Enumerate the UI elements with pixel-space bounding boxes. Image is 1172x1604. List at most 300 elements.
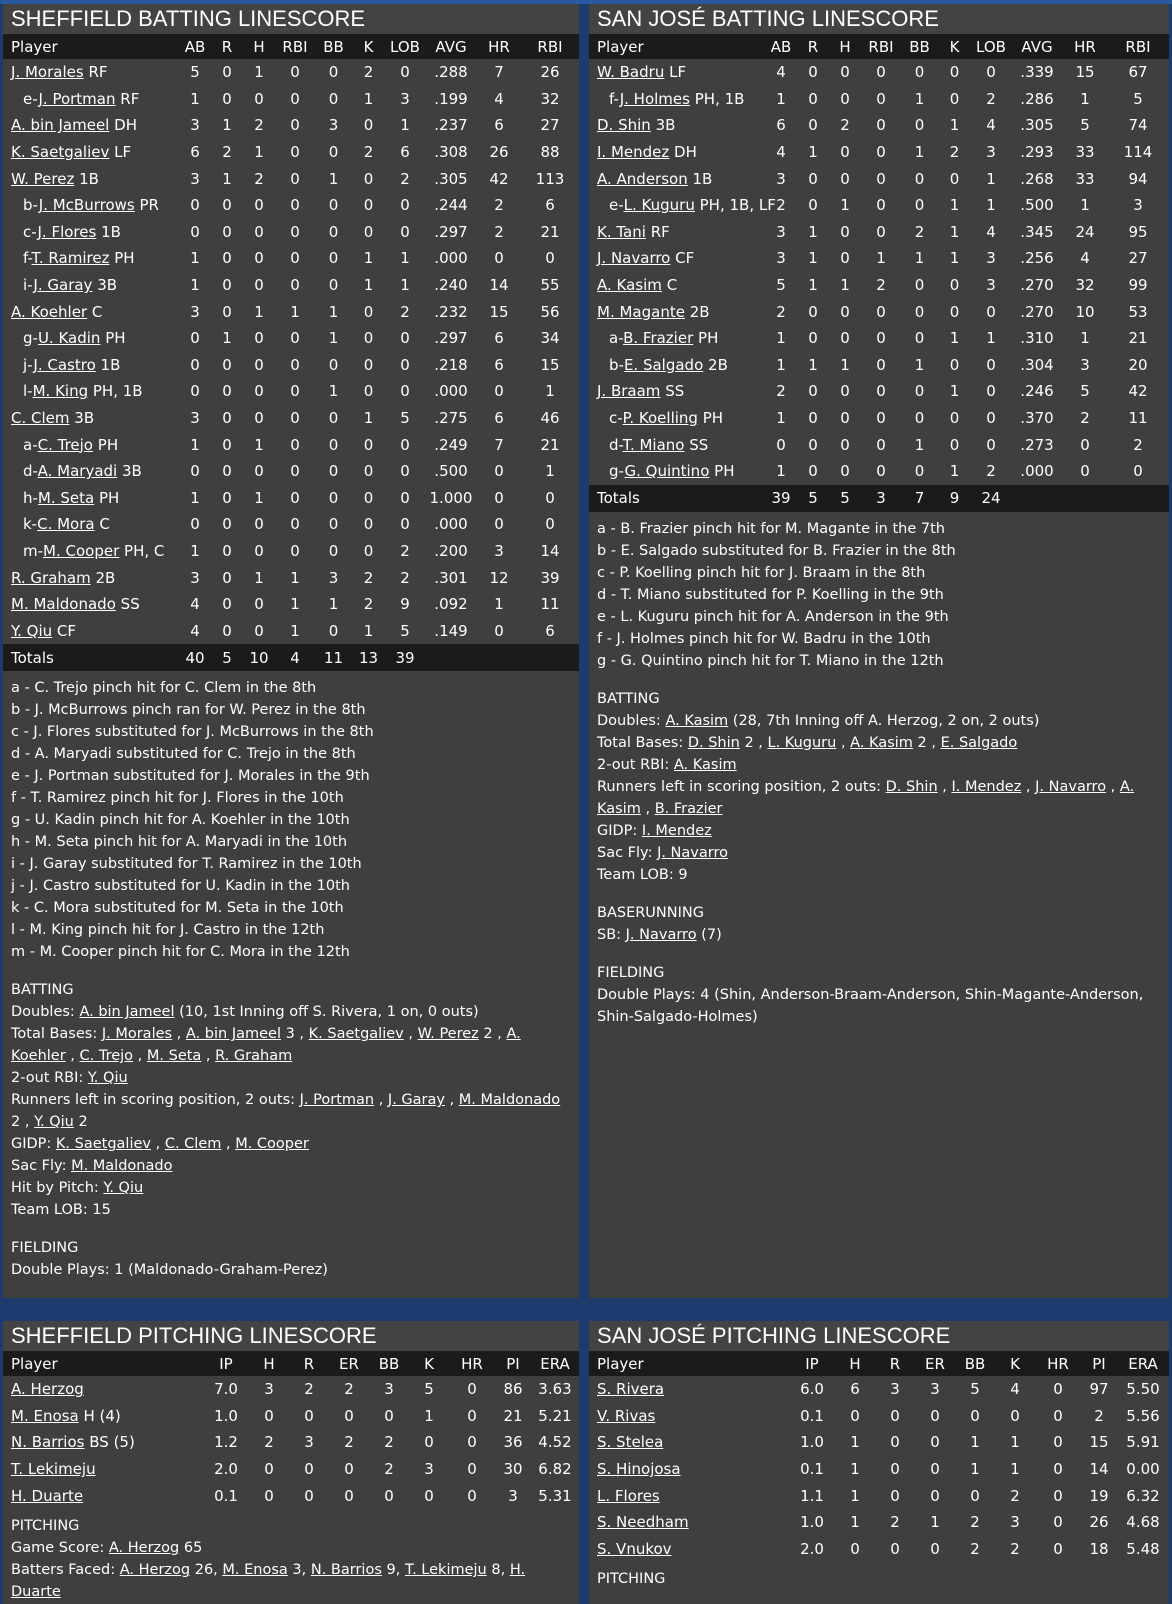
player-link[interactable]: D. Shin xyxy=(597,116,651,135)
player-link[interactable]: L. Kuguru xyxy=(767,734,837,751)
stat-cell: 0 xyxy=(222,63,232,82)
player-position: 1B xyxy=(101,222,121,241)
stat-cell: 1 xyxy=(914,355,925,374)
player-link[interactable]: J. Navarro xyxy=(1035,778,1107,795)
table-header-row xyxy=(589,1351,1169,1376)
stat-cell: 1 xyxy=(949,116,960,135)
stat-cell: 88 xyxy=(540,143,560,162)
stat-cell: 3 xyxy=(508,1486,518,1505)
stat-cell: 6 xyxy=(190,143,200,162)
player-link[interactable]: M. Maldonado xyxy=(458,1092,561,1109)
table-row xyxy=(589,139,1169,166)
column-header: LOB xyxy=(390,37,420,56)
pitching-section xyxy=(589,1568,1169,1590)
stat-cell: 5.50 xyxy=(1126,1380,1160,1399)
pitcher-link[interactable]: V. Rivas xyxy=(597,1406,656,1425)
player-link[interactable]: A. Maryadi xyxy=(37,462,118,481)
stat-cell: 2.0 xyxy=(800,1539,824,1558)
player-link[interactable]: D. Shin xyxy=(885,778,938,795)
section-heading: FIELDING xyxy=(11,1240,79,1257)
stat-cell: 1 xyxy=(254,143,264,162)
player-link[interactable]: A. Koehler xyxy=(11,302,88,321)
stat-line-label: Doubles: xyxy=(11,1004,80,1021)
stat-cell: 0 xyxy=(222,621,232,640)
stat-cell: 10 xyxy=(1075,302,1095,321)
pitcher-link[interactable]: H. Duarte xyxy=(11,1486,84,1505)
pitcher-cell xyxy=(589,1482,789,1509)
stat-cell: 1 xyxy=(850,1433,860,1452)
note-line: e - L. Kuguru pinch hit for A. Anderson in the 9th xyxy=(597,608,949,625)
player-link[interactable]: M. Maldonado xyxy=(11,595,116,614)
stat-line-text: 9, xyxy=(381,1561,405,1578)
player-link[interactable]: J. Garay xyxy=(33,276,93,295)
stat-cell: 1.0 xyxy=(800,1513,824,1532)
section-heading: PITCHING xyxy=(597,1571,666,1588)
stat-cell: .273 xyxy=(1020,435,1054,454)
table-row xyxy=(3,192,579,219)
player-cell xyxy=(589,272,765,299)
stat-cell: 0 xyxy=(222,462,232,481)
stat-cell: 1 xyxy=(190,488,200,507)
stat-cell: 0 xyxy=(494,382,504,401)
player-link[interactable]: W. Badru xyxy=(597,63,665,82)
stat-cell: 20 xyxy=(1128,355,1148,374)
stat-cell: 0 xyxy=(400,222,410,241)
stat-cell: 4 xyxy=(190,621,200,640)
stat-cell: 3.63 xyxy=(538,1380,572,1399)
stat-line-text: 2 , xyxy=(11,1114,35,1131)
stat-cell: 0 xyxy=(254,515,264,534)
stat-cell: .305 xyxy=(1020,116,1054,135)
player-link[interactable]: R. Graham xyxy=(11,568,91,587)
stat-cell: 0 xyxy=(890,1539,900,1558)
player-position: LF xyxy=(114,143,132,162)
stat-cell: 1 xyxy=(254,568,264,587)
stat-cell: 5.31 xyxy=(538,1486,572,1505)
player-cell xyxy=(589,112,765,139)
stat-cell: 0 xyxy=(304,1486,314,1505)
stat-cell: 0 xyxy=(254,196,264,215)
player-link[interactable]: C. Mora xyxy=(37,515,95,534)
stat-cell: 1 xyxy=(363,621,374,640)
player-cell xyxy=(3,86,179,113)
player-link[interactable]: Y. Qiu xyxy=(34,1114,74,1131)
player-link[interactable]: A. Koehler xyxy=(11,1026,521,1065)
panel-title: SHEFFIELD PITCHING LINESCORE xyxy=(3,1321,579,1351)
player-position: 3B xyxy=(655,116,676,135)
stat-cell: 0 xyxy=(986,409,996,428)
stat-cell: 21 xyxy=(1128,329,1148,348)
stat-cell: 0 xyxy=(190,329,200,348)
stat-cell: 0 xyxy=(467,1460,477,1479)
stat-cell: 24 xyxy=(1075,222,1095,241)
stat-cell: 0 xyxy=(914,196,925,215)
player-link[interactable]: J. Flores xyxy=(37,222,97,241)
stat-line xyxy=(11,1199,571,1221)
stat-cell: 5 xyxy=(1080,382,1090,401)
stat-cell: 0 xyxy=(264,1406,274,1425)
player-link[interactable]: A. Kasim xyxy=(850,734,913,751)
substitution-letter: l- xyxy=(23,382,33,401)
stat-cell: 0 xyxy=(1080,462,1090,481)
player-link[interactable]: A. bin Jameel xyxy=(11,116,110,135)
player-position: 1B xyxy=(100,355,121,374)
panel-title: SHEFFIELD BATTING LINESCORE xyxy=(3,4,579,34)
pitcher-link[interactable]: L. Flores xyxy=(597,1486,660,1505)
player-link[interactable]: T. Lekimeju xyxy=(404,1561,487,1578)
table-row xyxy=(589,405,1169,432)
player-link[interactable]: A. Kasim xyxy=(673,756,737,773)
stat-cell: 1 xyxy=(328,382,339,401)
stat-line-text: , xyxy=(1021,778,1036,795)
stat-cell: 0 xyxy=(545,249,555,268)
stat-cell: 1 xyxy=(776,462,786,481)
stat-cell: 0 xyxy=(876,462,886,481)
player-link[interactable]: A. Kasim xyxy=(597,778,1135,817)
stat-cell: 2 xyxy=(384,1460,394,1479)
stat-cell: 0 xyxy=(290,355,300,374)
stat-cell: 14 xyxy=(1089,1460,1109,1479)
stat-cell: 0.1 xyxy=(214,1486,238,1505)
fielding-section xyxy=(3,1237,579,1281)
stat-cell: 0 xyxy=(254,329,264,348)
player-link[interactable]: M. Cooper xyxy=(235,1136,309,1153)
stat-line-text: 26, xyxy=(190,1561,223,1578)
stat-cell: 0 xyxy=(1053,1380,1063,1399)
stat-cell: 74 xyxy=(1128,116,1148,135)
stat-line xyxy=(11,1001,571,1023)
stat-cell: 7 xyxy=(494,435,504,454)
stat-line-text: (28, 7th Inning off A. Herzog, 2 on, 2 outs) xyxy=(728,712,1040,729)
player-link[interactable]: Y. Qiu xyxy=(103,1180,144,1197)
player-link[interactable]: M. Maldonado xyxy=(71,1158,173,1175)
player-link[interactable]: G. Quintino xyxy=(624,462,710,481)
stat-cell: 4 xyxy=(1080,249,1090,268)
player-link[interactable]: M. Cooper xyxy=(43,541,120,560)
player-position: DH xyxy=(114,116,137,135)
stat-cell: 1 xyxy=(850,1486,860,1505)
column-header: Player xyxy=(597,37,644,56)
player-link[interactable]: M. Magante xyxy=(597,302,685,321)
stat-cell: 0 xyxy=(400,488,410,507)
player-link[interactable]: W. Perez xyxy=(11,169,75,188)
stat-cell: 0 xyxy=(290,541,300,560)
stat-line-label: Double Plays: 4 (Shin, Anderson-Braam-Anderson, Shin-Magante-Anderson, Shin-Salgado-Holmes) xyxy=(597,986,1144,1025)
player-link[interactable]: J. Portman xyxy=(299,1092,375,1109)
player-link[interactable]: I. Mendez xyxy=(951,778,1022,795)
substitution-letter: c- xyxy=(23,222,38,241)
totals-cell: 5 xyxy=(797,485,829,512)
stat-cell: 0 xyxy=(264,1486,274,1505)
stat-cell: 3 xyxy=(190,116,200,135)
player-cell xyxy=(3,165,179,192)
player-link[interactable]: J. Navarro xyxy=(597,249,671,268)
column-header: BB xyxy=(378,1354,400,1373)
player-link[interactable]: K. Tani xyxy=(597,222,646,241)
stat-cell: 5 xyxy=(1080,116,1090,135)
stat-cell: 1 xyxy=(808,249,818,268)
stat-cell: 0 xyxy=(290,329,300,348)
stat-line-text: 65 xyxy=(179,1539,203,1556)
stat-line xyxy=(11,1177,571,1199)
stat-cell: 1 xyxy=(254,302,264,321)
column-header: HR xyxy=(488,37,510,56)
totals-cell: 5 xyxy=(829,485,861,512)
stat-line-label: Game Score: xyxy=(11,1539,109,1556)
stat-cell: 0 xyxy=(986,302,996,321)
stat-cell: 95 xyxy=(1128,222,1148,241)
totals-cell xyxy=(1011,485,1063,512)
pitcher-link[interactable]: S. Hinojosa xyxy=(597,1460,681,1479)
stat-cell: 1 xyxy=(914,249,925,268)
totals-cell xyxy=(521,644,579,671)
player-link[interactable]: K. Saetgaliev xyxy=(55,1136,151,1153)
player-link[interactable]: Y. Qiu xyxy=(87,1070,128,1087)
stat-cell: 1 xyxy=(970,1433,980,1452)
stat-cell: 26 xyxy=(540,63,560,82)
table-row xyxy=(589,325,1169,352)
stat-cell: 0 xyxy=(914,462,925,481)
stat-cell: 3 xyxy=(190,409,200,428)
totals-cell: 11 xyxy=(315,644,352,671)
stat-cell: 1 xyxy=(190,249,200,268)
stat-cell: 0 xyxy=(190,222,200,241)
stat-cell: 0 xyxy=(344,1460,354,1479)
stat-cell: 0 xyxy=(290,488,300,507)
stat-cell: .297 xyxy=(434,329,468,348)
stat-cell: 0 xyxy=(222,568,232,587)
player-link[interactable]: J. Holmes xyxy=(619,89,690,108)
stat-cell: 0 xyxy=(290,515,300,534)
player-link[interactable]: C. Clem xyxy=(11,409,70,428)
player-link[interactable]: J. Garay xyxy=(387,1092,445,1109)
stat-line-text: , xyxy=(221,1136,236,1153)
column-header: PI xyxy=(1092,1354,1106,1373)
pitcher-link[interactable]: S. Stelea xyxy=(597,1433,664,1452)
player-link[interactable]: M. Seta xyxy=(37,488,95,507)
player-link[interactable]: C. Clem xyxy=(164,1136,222,1153)
player-position: 3B xyxy=(97,276,118,295)
player-link[interactable]: M. King xyxy=(32,382,89,401)
stat-cell: 0 xyxy=(363,541,374,560)
player-link[interactable]: N. Barrios xyxy=(310,1561,382,1578)
stat-cell: 0 xyxy=(363,435,374,454)
stat-cell: 0 xyxy=(190,515,200,534)
player-link[interactable]: K. Saetgaliev xyxy=(11,143,110,162)
substitution-letter: d- xyxy=(609,435,623,454)
stat-cell: .199 xyxy=(434,89,468,108)
pitching-table xyxy=(589,1351,1169,1562)
player-position: PH xyxy=(714,462,735,481)
stat-cell: 1 xyxy=(190,89,200,108)
table-row xyxy=(589,298,1169,325)
stat-cell: 3 xyxy=(776,249,786,268)
player-position: DH xyxy=(674,143,697,162)
stat-cell: .345 xyxy=(1020,222,1054,241)
stat-cell: 26 xyxy=(1089,1513,1109,1532)
stat-cell: 0 xyxy=(190,462,200,481)
player-link[interactable]: J. Castro xyxy=(33,355,96,374)
player-cell xyxy=(3,591,179,618)
player-link[interactable]: I. Mendez xyxy=(597,143,670,162)
player-link[interactable]: W. Perez xyxy=(417,1026,479,1043)
stat-cell: 4.52 xyxy=(538,1433,572,1452)
player-link[interactable]: J. Morales xyxy=(101,1026,173,1043)
sanjose-batting-panel xyxy=(589,4,1169,1298)
stat-cell: 0 xyxy=(949,276,960,295)
stat-cell: 0 xyxy=(949,355,960,374)
column-header: R xyxy=(221,37,233,56)
player-position: 3B xyxy=(121,462,142,481)
player-link[interactable]: K. Saetgaliev xyxy=(308,1026,404,1043)
stat-line-label: Double Plays: 1 (Maldonado-Graham-Perez) xyxy=(11,1262,328,1279)
player-link[interactable]: H. Duarte xyxy=(11,1561,526,1600)
stat-cell: 0 xyxy=(930,1406,940,1425)
stat-cell: 15 xyxy=(489,302,509,321)
stat-cell: 2.0 xyxy=(214,1460,238,1479)
column-header: K xyxy=(424,1354,434,1373)
pitcher-link[interactable]: T. Lekimeju xyxy=(11,1460,96,1479)
stat-cell: 0 xyxy=(494,249,504,268)
stat-cell: 2 xyxy=(222,143,232,162)
stat-cell: 0 xyxy=(222,249,232,268)
table-header-row xyxy=(3,34,579,59)
player-link[interactable]: A. bin Jameel xyxy=(79,1004,175,1021)
pitcher-link[interactable]: S. Vnukov xyxy=(597,1539,672,1558)
stat-cell: 1 xyxy=(1080,89,1090,108)
stat-cell: 0 xyxy=(949,169,960,188)
player-link[interactable]: A. Herzog xyxy=(108,1539,180,1556)
pitcher-link[interactable]: S. Rivera xyxy=(597,1380,665,1399)
stat-cell: 3 xyxy=(986,249,996,268)
table-row xyxy=(3,325,579,352)
player-link[interactable]: B. Frazier xyxy=(654,800,723,817)
pitcher-link[interactable]: M. Enosa xyxy=(11,1406,79,1425)
stat-cell: .310 xyxy=(1020,329,1054,348)
stat-cell: 0 xyxy=(1053,1513,1063,1532)
player-link[interactable]: M. Seta xyxy=(146,1048,202,1065)
player-link[interactable]: M. Enosa xyxy=(222,1561,288,1578)
player-link[interactable]: C. Trejo xyxy=(37,435,93,454)
stat-cell: 0 xyxy=(400,435,410,454)
stat-cell: 0 xyxy=(363,116,374,135)
player-link[interactable]: A. Kasim xyxy=(597,276,662,295)
table-row xyxy=(3,1482,579,1509)
stat-cell: 0 xyxy=(363,222,374,241)
player-link[interactable]: J. McBurrows xyxy=(38,196,135,215)
stat-cell: 0.00 xyxy=(1126,1460,1160,1479)
player-link[interactable]: D. Shin xyxy=(687,734,740,751)
stat-line-text: , xyxy=(201,1048,216,1065)
player-cell xyxy=(3,405,179,432)
stat-cell: 0 xyxy=(840,249,850,268)
player-cell xyxy=(589,219,765,246)
player-link[interactable]: E. Salgado xyxy=(623,355,704,374)
stat-cell: 2 xyxy=(776,196,786,215)
player-cell xyxy=(589,139,765,166)
player-link[interactable]: A. bin Jameel xyxy=(185,1026,281,1043)
substitution-letter: m- xyxy=(23,541,44,560)
player-position: 2B xyxy=(95,568,116,587)
player-link[interactable]: A. Anderson xyxy=(597,169,688,188)
player-link[interactable]: J. Morales xyxy=(11,63,84,82)
stat-cell: 4 xyxy=(776,143,786,162)
stat-cell: 2 xyxy=(876,276,886,295)
totals-cell: 4 xyxy=(275,644,315,671)
stat-cell: 1 xyxy=(914,89,925,108)
stat-cell: 2 xyxy=(776,302,786,321)
player-link[interactable]: A. Herzog xyxy=(119,1561,191,1578)
batting-section xyxy=(3,979,579,1221)
player-link[interactable]: J. Portman xyxy=(38,89,116,108)
stat-cell: 0 xyxy=(344,1406,354,1425)
stat-line-label: Sac Fly: xyxy=(597,844,658,861)
column-header: R xyxy=(807,37,819,56)
player-link[interactable]: Y. Qiu xyxy=(11,621,53,640)
stat-line-text: , xyxy=(65,1048,80,1065)
table-row xyxy=(3,538,579,565)
column-header: LOB xyxy=(976,37,1006,56)
pitcher-link[interactable]: S. Needham xyxy=(597,1513,689,1532)
stat-line-text: (7) xyxy=(696,926,722,943)
stat-cell: 0 xyxy=(222,595,232,614)
note-line: a - B. Frazier pinch hit for M. Magante in the 7th xyxy=(597,520,945,537)
note-line: f - J. Holmes pinch hit for W. Badru in the 10th xyxy=(597,630,931,647)
player-link[interactable]: C. Trejo xyxy=(79,1048,134,1065)
stat-cell: 0 xyxy=(1053,1539,1063,1558)
stat-cell: 1 xyxy=(776,89,786,108)
pitcher-link[interactable]: A. Herzog xyxy=(11,1380,84,1399)
stat-cell: 0 xyxy=(840,169,850,188)
player-link[interactable]: U. Kadin xyxy=(37,329,101,348)
stat-cell: 0 xyxy=(840,462,850,481)
stat-cell: 0 xyxy=(290,276,300,295)
pitcher-cell xyxy=(589,1429,789,1456)
player-cell xyxy=(589,86,765,113)
player-link[interactable]: A. Kasim xyxy=(665,712,729,729)
player-link[interactable]: P. Koelling xyxy=(622,409,698,428)
player-link[interactable]: E. Salgado xyxy=(940,734,1018,751)
player-link[interactable]: J. Navarro xyxy=(657,844,728,861)
stat-cell: 2 xyxy=(400,568,410,587)
table-row xyxy=(589,1429,1169,1456)
stat-cell: 1 xyxy=(400,276,410,295)
player-position: 2B xyxy=(708,355,728,374)
stat-cell: 1 xyxy=(400,249,410,268)
substitution-letter: a- xyxy=(609,329,624,348)
pitcher-link[interactable]: N. Barrios xyxy=(11,1433,85,1452)
stat-cell: 3 xyxy=(494,541,504,560)
note-line: b - J. McBurrows pinch ran for W. Perez in the 8th xyxy=(11,702,366,719)
stat-cell: 6 xyxy=(494,355,504,374)
player-link[interactable]: T. Miano xyxy=(622,435,685,454)
stat-cell: 1 xyxy=(290,568,300,587)
player-link[interactable]: J. Navarro xyxy=(625,926,697,943)
player-link[interactable]: B. Frazier xyxy=(623,329,694,348)
player-link[interactable]: L. Kuguru xyxy=(623,196,695,215)
player-position: 2B xyxy=(689,302,710,321)
stat-line-text: , xyxy=(403,1026,418,1043)
player-link[interactable]: J. Braam xyxy=(597,382,661,401)
player-link[interactable]: I. Mendez xyxy=(641,822,712,839)
player-link[interactable]: R. Graham xyxy=(215,1048,293,1065)
stat-cell: 0 xyxy=(290,169,300,188)
stat-line-text: , xyxy=(374,1092,388,1109)
player-link[interactable]: T. Ramirez xyxy=(31,249,110,268)
stat-cell: 1 xyxy=(840,196,850,215)
stat-cell: 0 xyxy=(328,541,339,560)
totals-cell xyxy=(1063,485,1107,512)
